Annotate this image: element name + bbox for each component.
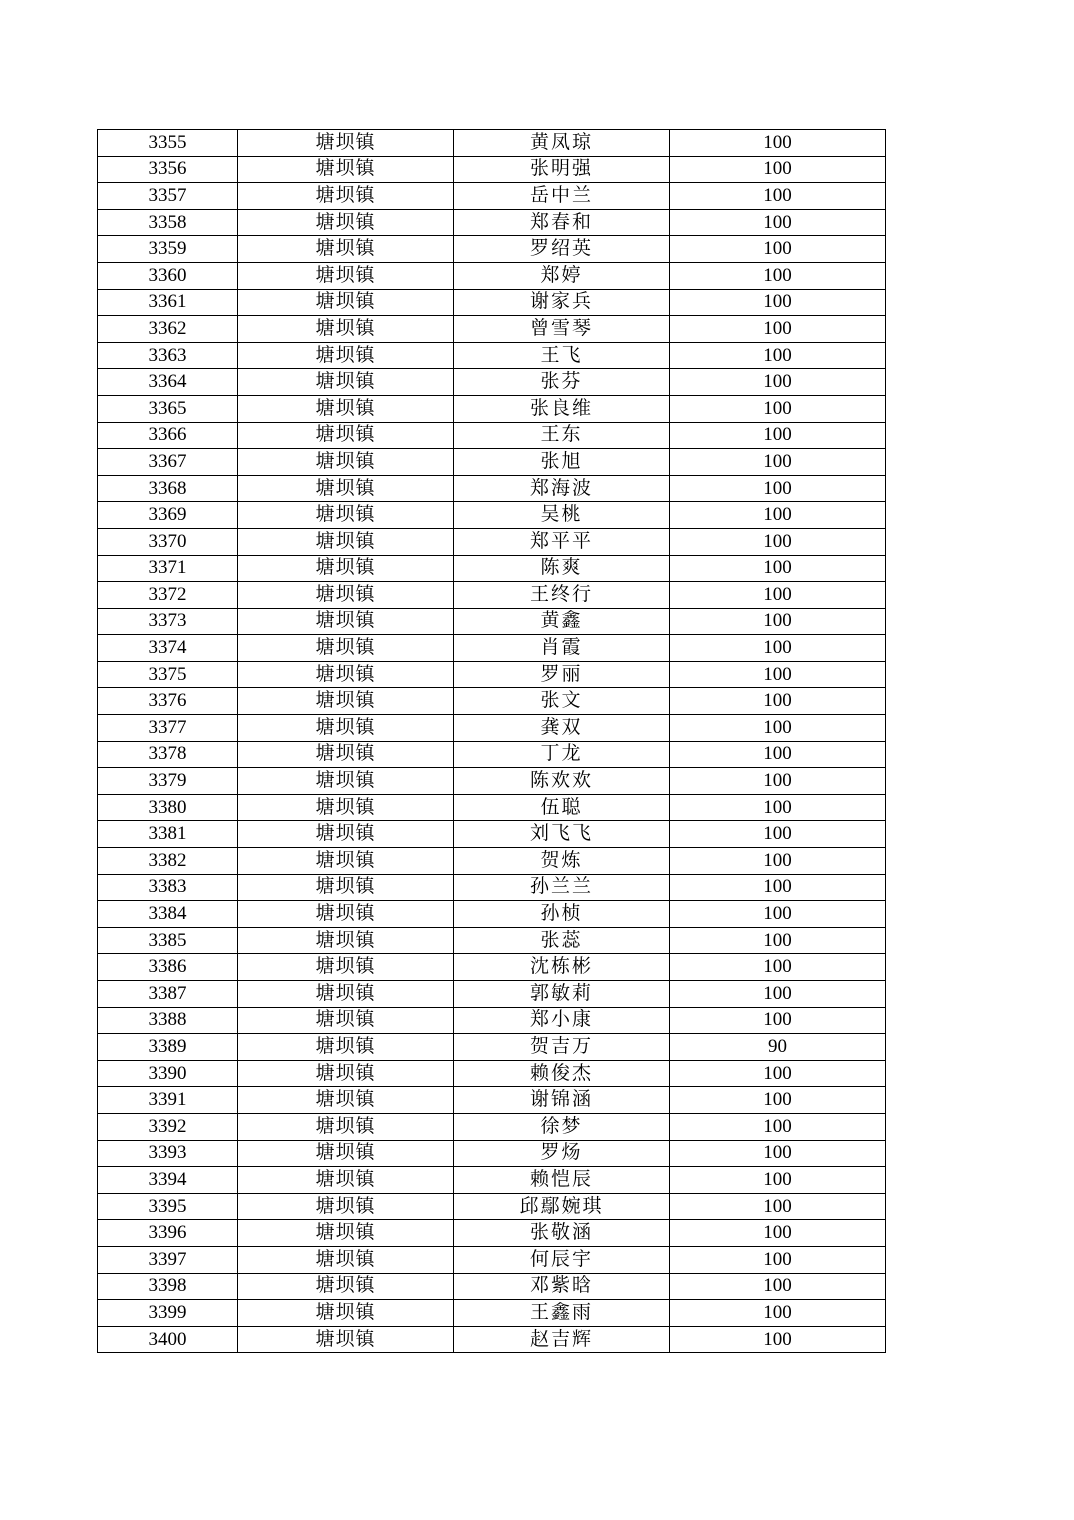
table-row xyxy=(98,981,886,1008)
person-name-cell: 谢家兵 xyxy=(454,289,670,316)
town-cell: 塘坝镇 xyxy=(238,981,454,1008)
table-row xyxy=(98,1113,886,1140)
table-row xyxy=(98,901,886,928)
table-row xyxy=(98,183,886,210)
row-number-cell: 3369 xyxy=(98,502,238,529)
table-row xyxy=(98,715,886,742)
table-row xyxy=(98,369,886,396)
row-number-cell: 3400 xyxy=(98,1326,238,1353)
town-cell: 塘坝镇 xyxy=(238,1193,454,1220)
person-name-cell: 龚双 xyxy=(454,715,670,742)
row-number-cell: 3383 xyxy=(98,874,238,901)
row-number-cell: 3378 xyxy=(98,741,238,768)
table-row xyxy=(98,1220,886,1247)
town-cell: 塘坝镇 xyxy=(238,848,454,875)
row-number-cell: 3368 xyxy=(98,475,238,502)
table-row xyxy=(98,874,886,901)
row-number-cell: 3356 xyxy=(98,156,238,183)
person-name-cell: 张明强 xyxy=(454,156,670,183)
table-row xyxy=(98,1060,886,1087)
town-cell: 塘坝镇 xyxy=(238,901,454,928)
row-number-cell: 3374 xyxy=(98,635,238,662)
amount-cell: 100 xyxy=(670,1326,886,1353)
amount-cell: 100 xyxy=(670,422,886,449)
town-cell: 塘坝镇 xyxy=(238,927,454,954)
row-number-cell: 3361 xyxy=(98,289,238,316)
amount-cell: 100 xyxy=(670,1167,886,1194)
person-name-cell: 陈欢欢 xyxy=(454,768,670,795)
amount-cell: 100 xyxy=(670,741,886,768)
town-cell: 塘坝镇 xyxy=(238,555,454,582)
person-name-cell: 罗绍英 xyxy=(454,236,670,263)
person-name-cell: 刘飞飞 xyxy=(454,821,670,848)
row-number-cell: 3364 xyxy=(98,369,238,396)
person-name-cell: 王终行 xyxy=(454,582,670,609)
person-name-cell: 孙兰兰 xyxy=(454,874,670,901)
amount-cell: 100 xyxy=(670,901,886,928)
table-row xyxy=(98,688,886,715)
row-number-cell: 3391 xyxy=(98,1087,238,1114)
person-name-cell: 赵吉辉 xyxy=(454,1326,670,1353)
amount-cell: 100 xyxy=(670,262,886,289)
amount-cell: 100 xyxy=(670,502,886,529)
row-number-cell: 3396 xyxy=(98,1220,238,1247)
town-cell: 塘坝镇 xyxy=(238,582,454,609)
town-cell: 塘坝镇 xyxy=(238,342,454,369)
amount-cell: 100 xyxy=(670,395,886,422)
amount-cell: 100 xyxy=(670,821,886,848)
table-row xyxy=(98,1087,886,1114)
row-number-cell: 3385 xyxy=(98,927,238,954)
town-cell: 塘坝镇 xyxy=(238,635,454,662)
row-number-cell: 3376 xyxy=(98,688,238,715)
town-cell: 塘坝镇 xyxy=(238,768,454,795)
amount-cell: 100 xyxy=(670,688,886,715)
town-cell: 塘坝镇 xyxy=(238,1007,454,1034)
row-number-cell: 3382 xyxy=(98,848,238,875)
table-row xyxy=(98,794,886,821)
table-row xyxy=(98,1246,886,1273)
table-row xyxy=(98,821,886,848)
person-name-cell: 罗炀 xyxy=(454,1140,670,1167)
table-row xyxy=(98,635,886,662)
table-row xyxy=(98,927,886,954)
person-name-cell: 黄凤琼 xyxy=(454,130,670,157)
amount-cell: 100 xyxy=(670,236,886,263)
town-cell: 塘坝镇 xyxy=(238,316,454,343)
person-name-cell: 徐梦 xyxy=(454,1113,670,1140)
town-cell: 塘坝镇 xyxy=(238,1167,454,1194)
amount-cell: 100 xyxy=(670,848,886,875)
person-name-cell: 张文 xyxy=(454,688,670,715)
row-number-cell: 3360 xyxy=(98,262,238,289)
person-name-cell: 赖俊杰 xyxy=(454,1060,670,1087)
amount-cell: 100 xyxy=(670,768,886,795)
town-cell: 塘坝镇 xyxy=(238,262,454,289)
person-name-cell: 谢锦涵 xyxy=(454,1087,670,1114)
amount-cell: 100 xyxy=(670,927,886,954)
amount-cell: 90 xyxy=(670,1034,886,1061)
person-name-cell: 王飞 xyxy=(454,342,670,369)
town-cell: 塘坝镇 xyxy=(238,688,454,715)
table-row xyxy=(98,422,886,449)
row-number-cell: 3366 xyxy=(98,422,238,449)
person-name-cell: 邓紫晗 xyxy=(454,1273,670,1300)
town-cell: 塘坝镇 xyxy=(238,475,454,502)
person-name-cell: 何辰宇 xyxy=(454,1246,670,1273)
row-number-cell: 3380 xyxy=(98,794,238,821)
town-cell: 塘坝镇 xyxy=(238,395,454,422)
table-row xyxy=(98,1193,886,1220)
person-name-cell: 郑平平 xyxy=(454,528,670,555)
town-cell: 塘坝镇 xyxy=(238,661,454,688)
row-number-cell: 3395 xyxy=(98,1193,238,1220)
person-name-cell: 张旭 xyxy=(454,449,670,476)
amount-cell: 100 xyxy=(670,528,886,555)
table-row xyxy=(98,342,886,369)
person-name-cell: 贺炼 xyxy=(454,848,670,875)
town-cell: 塘坝镇 xyxy=(238,130,454,157)
town-cell: 塘坝镇 xyxy=(238,289,454,316)
table-row xyxy=(98,528,886,555)
row-number-cell: 3399 xyxy=(98,1300,238,1327)
town-cell: 塘坝镇 xyxy=(238,156,454,183)
row-number-cell: 3371 xyxy=(98,555,238,582)
amount-cell: 100 xyxy=(670,130,886,157)
amount-cell: 100 xyxy=(670,981,886,1008)
person-name-cell: 岳中兰 xyxy=(454,183,670,210)
person-name-cell: 罗丽 xyxy=(454,661,670,688)
amount-cell: 100 xyxy=(670,608,886,635)
table-row xyxy=(98,475,886,502)
town-cell: 塘坝镇 xyxy=(238,1246,454,1273)
table-row xyxy=(98,608,886,635)
town-cell: 塘坝镇 xyxy=(238,502,454,529)
row-number-cell: 3394 xyxy=(98,1167,238,1194)
row-number-cell: 3387 xyxy=(98,981,238,1008)
table-row xyxy=(98,1326,886,1353)
town-cell: 塘坝镇 xyxy=(238,1034,454,1061)
amount-cell: 100 xyxy=(670,156,886,183)
table-row xyxy=(98,1140,886,1167)
table-row xyxy=(98,316,886,343)
person-name-cell: 吴桃 xyxy=(454,502,670,529)
amount-cell: 100 xyxy=(670,289,886,316)
row-number-cell: 3388 xyxy=(98,1007,238,1034)
town-cell: 塘坝镇 xyxy=(238,1113,454,1140)
row-number-cell: 3398 xyxy=(98,1273,238,1300)
amount-cell: 100 xyxy=(670,1007,886,1034)
roster-table xyxy=(97,129,886,1353)
table-row xyxy=(98,1300,886,1327)
table-row xyxy=(98,449,886,476)
person-name-cell: 王东 xyxy=(454,422,670,449)
town-cell: 塘坝镇 xyxy=(238,608,454,635)
person-name-cell: 肖霞 xyxy=(454,635,670,662)
row-number-cell: 3365 xyxy=(98,395,238,422)
town-cell: 塘坝镇 xyxy=(238,528,454,555)
town-cell: 塘坝镇 xyxy=(238,422,454,449)
row-number-cell: 3355 xyxy=(98,130,238,157)
table-row xyxy=(98,502,886,529)
row-number-cell: 3357 xyxy=(98,183,238,210)
person-name-cell: 王鑫雨 xyxy=(454,1300,670,1327)
amount-cell: 100 xyxy=(670,1140,886,1167)
table-row xyxy=(98,289,886,316)
row-number-cell: 3363 xyxy=(98,342,238,369)
row-number-cell: 3389 xyxy=(98,1034,238,1061)
row-number-cell: 3390 xyxy=(98,1060,238,1087)
person-name-cell: 丁龙 xyxy=(454,741,670,768)
amount-cell: 100 xyxy=(670,342,886,369)
table-row xyxy=(98,661,886,688)
person-name-cell: 郑春和 xyxy=(454,209,670,236)
amount-cell: 100 xyxy=(670,794,886,821)
town-cell: 塘坝镇 xyxy=(238,794,454,821)
table-row xyxy=(98,768,886,795)
person-name-cell: 沈栋彬 xyxy=(454,954,670,981)
person-name-cell: 邱鄢婉琪 xyxy=(454,1193,670,1220)
amount-cell: 100 xyxy=(670,582,886,609)
amount-cell: 100 xyxy=(670,449,886,476)
table-row xyxy=(98,954,886,981)
town-cell: 塘坝镇 xyxy=(238,954,454,981)
town-cell: 塘坝镇 xyxy=(238,715,454,742)
row-number-cell: 3370 xyxy=(98,528,238,555)
amount-cell: 100 xyxy=(670,1300,886,1327)
town-cell: 塘坝镇 xyxy=(238,1326,454,1353)
town-cell: 塘坝镇 xyxy=(238,1140,454,1167)
table-row xyxy=(98,156,886,183)
person-name-cell: 贺吉万 xyxy=(454,1034,670,1061)
row-number-cell: 3384 xyxy=(98,901,238,928)
table-row xyxy=(98,395,886,422)
person-name-cell: 张芬 xyxy=(454,369,670,396)
amount-cell: 100 xyxy=(670,555,886,582)
amount-cell: 100 xyxy=(670,209,886,236)
town-cell: 塘坝镇 xyxy=(238,209,454,236)
town-cell: 塘坝镇 xyxy=(238,236,454,263)
amount-cell: 100 xyxy=(670,1193,886,1220)
row-number-cell: 3379 xyxy=(98,768,238,795)
amount-cell: 100 xyxy=(670,715,886,742)
amount-cell: 100 xyxy=(670,635,886,662)
amount-cell: 100 xyxy=(670,1246,886,1273)
person-name-cell: 郑海波 xyxy=(454,475,670,502)
table-row xyxy=(98,130,886,157)
row-number-cell: 3367 xyxy=(98,449,238,476)
row-number-cell: 3362 xyxy=(98,316,238,343)
person-name-cell: 郑小康 xyxy=(454,1007,670,1034)
person-name-cell: 曾雪琴 xyxy=(454,316,670,343)
town-cell: 塘坝镇 xyxy=(238,1060,454,1087)
person-name-cell: 伍聪 xyxy=(454,794,670,821)
row-number-cell: 3372 xyxy=(98,582,238,609)
person-name-cell: 陈爽 xyxy=(454,555,670,582)
person-name-cell: 张良维 xyxy=(454,395,670,422)
town-cell: 塘坝镇 xyxy=(238,1220,454,1247)
amount-cell: 100 xyxy=(670,316,886,343)
amount-cell: 100 xyxy=(670,183,886,210)
table-row xyxy=(98,1273,886,1300)
amount-cell: 100 xyxy=(670,874,886,901)
table-row xyxy=(98,1034,886,1061)
table-row xyxy=(98,1167,886,1194)
town-cell: 塘坝镇 xyxy=(238,741,454,768)
person-name-cell: 赖恺辰 xyxy=(454,1167,670,1194)
row-number-cell: 3381 xyxy=(98,821,238,848)
row-number-cell: 3392 xyxy=(98,1113,238,1140)
row-number-cell: 3375 xyxy=(98,661,238,688)
town-cell: 塘坝镇 xyxy=(238,183,454,210)
row-number-cell: 3397 xyxy=(98,1246,238,1273)
table-row xyxy=(98,582,886,609)
table-row xyxy=(98,848,886,875)
row-number-cell: 3386 xyxy=(98,954,238,981)
person-name-cell: 张敬涵 xyxy=(454,1220,670,1247)
person-name-cell: 张蕊 xyxy=(454,927,670,954)
amount-cell: 100 xyxy=(670,1060,886,1087)
person-name-cell: 孙桢 xyxy=(454,901,670,928)
amount-cell: 100 xyxy=(670,1113,886,1140)
person-name-cell: 郑婷 xyxy=(454,262,670,289)
roster-table-body xyxy=(98,130,886,1353)
town-cell: 塘坝镇 xyxy=(238,1273,454,1300)
table-row xyxy=(98,1007,886,1034)
row-number-cell: 3373 xyxy=(98,608,238,635)
amount-cell: 100 xyxy=(670,1220,886,1247)
table-row xyxy=(98,209,886,236)
town-cell: 塘坝镇 xyxy=(238,449,454,476)
town-cell: 塘坝镇 xyxy=(238,874,454,901)
amount-cell: 100 xyxy=(670,661,886,688)
town-cell: 塘坝镇 xyxy=(238,821,454,848)
amount-cell: 100 xyxy=(670,369,886,396)
amount-cell: 100 xyxy=(670,954,886,981)
table-row xyxy=(98,741,886,768)
amount-cell: 100 xyxy=(670,1273,886,1300)
table-row xyxy=(98,236,886,263)
row-number-cell: 3359 xyxy=(98,236,238,263)
town-cell: 塘坝镇 xyxy=(238,369,454,396)
row-number-cell: 3377 xyxy=(98,715,238,742)
amount-cell: 100 xyxy=(670,1087,886,1114)
person-name-cell: 黄鑫 xyxy=(454,608,670,635)
town-cell: 塘坝镇 xyxy=(238,1087,454,1114)
town-cell: 塘坝镇 xyxy=(238,1300,454,1327)
amount-cell: 100 xyxy=(670,475,886,502)
row-number-cell: 3393 xyxy=(98,1140,238,1167)
table-row xyxy=(98,262,886,289)
person-name-cell: 郭敏莉 xyxy=(454,981,670,1008)
table-row xyxy=(98,555,886,582)
row-number-cell: 3358 xyxy=(98,209,238,236)
